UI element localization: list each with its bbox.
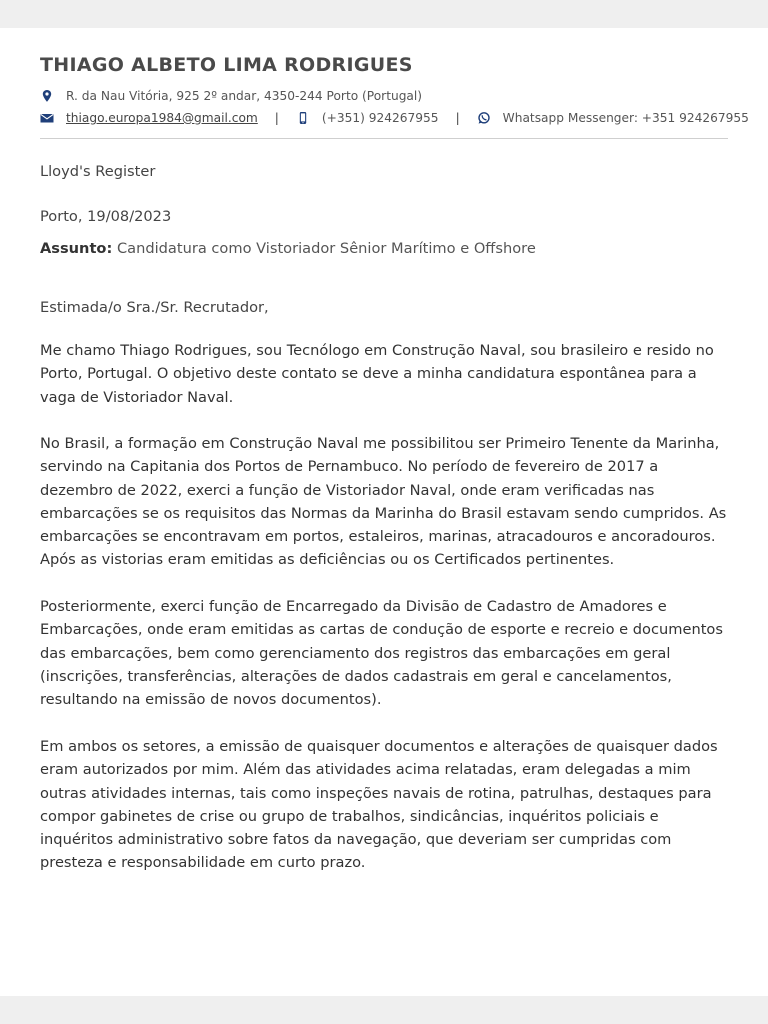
address-line — [40, 87, 422, 105]
whatsapp-icon — [477, 111, 491, 125]
body-paragraph: No Brasil, a formação em Construção Naval me possibilitou ser Primeiro Tenente da Marinha, servindo na Capitania dos Portos de Pernambuco. No período de fevereiro de 2017 a dezembro de 2022, exerci a função de Vistoriador Naval, onde eram verificadas nas embarcações se os requisitos das Normas da Marinha do Brasil estavam sendo cumpridos. As embarcações se encontravam em portos, estaleiros, marinas, atracadouros e ancoradouros. Após as vistorias eram emitidas as deficiências ou os Certificados pertinentes. — [40, 435, 727, 569]
subject-line — [40, 237, 730, 260]
body-paragraph: Me chamo Thiago Rodrigues, sou Tecnólogo em Construção Naval, sou brasileiro e resido no Porto, Portugal. O objetivo deste contato se deve a minha candidatura espontânea para a vaga de Vistoriador Naval. — [40, 342, 714, 406]
map-marker-icon — [40, 89, 54, 103]
sender-address: R. da Nau Vitória, 925 2º andar, 4350-244 Porto (Portugal) — [66, 89, 423, 103]
recipient-company: Lloyd's Register — [40, 163, 156, 180]
envelope-icon — [40, 111, 54, 125]
body-paragraph: Posteriormente, exerci função de Encarregado da Divisão de Cadastro de Amadores e Embarcações, onde eram emitidas as cartas de condução de esporte e recreio e documentos das embarcações, bem como gerenciamento dos registros das embarcações em geral (inscrições, transferências, alterações de dados cadastrais em geral e cancelamentos, resultando na emissão de novos documentos). — [40, 598, 723, 709]
subject-text: Candidatura como Vistoriador Sênior Marítimo e Offshore — [116, 240, 536, 257]
body-paragraph: Em ambos os setores, a emissão de quaisquer documentos e alterações de quaisquer dados eram autorizados por mim. Além das atividades acima relatadas, eram delegadas a mim outras atividades internas, tais como inspeções navais de rotina, patrulhas, destaques para compor gabinetes de crise ou grupo de trabalhos, sindicâncias, inquéritos policiais e inquéritos administrativo sobre fatos da navegação, que deveriam ser cumpridas com presteza e responsabilidade em curto prazo. — [40, 738, 718, 872]
contacts-line — [40, 109, 749, 127]
place-date: Porto, 19/08/2023 — [40, 208, 172, 225]
mobile-phone-icon — [296, 111, 310, 125]
header-divider — [40, 138, 728, 139]
sender-name: THIAGO ALBETO LIMA RODRIGUES — [40, 54, 413, 76]
phone-number: (+351) 924267955 — [321, 111, 439, 125]
greeting: Estimada/o Sra./Sr. Recrutador, — [40, 299, 269, 316]
letter-page — [0, 28, 768, 996]
separator: | — [274, 111, 279, 125]
email-link[interactable]: thiago.europa1984@gmail.com — [66, 111, 258, 125]
subject-label: Assunto: — [40, 240, 113, 257]
whatsapp-number: Whatsapp Messenger: +351 924267955 — [502, 111, 749, 125]
separator: | — [455, 111, 460, 125]
